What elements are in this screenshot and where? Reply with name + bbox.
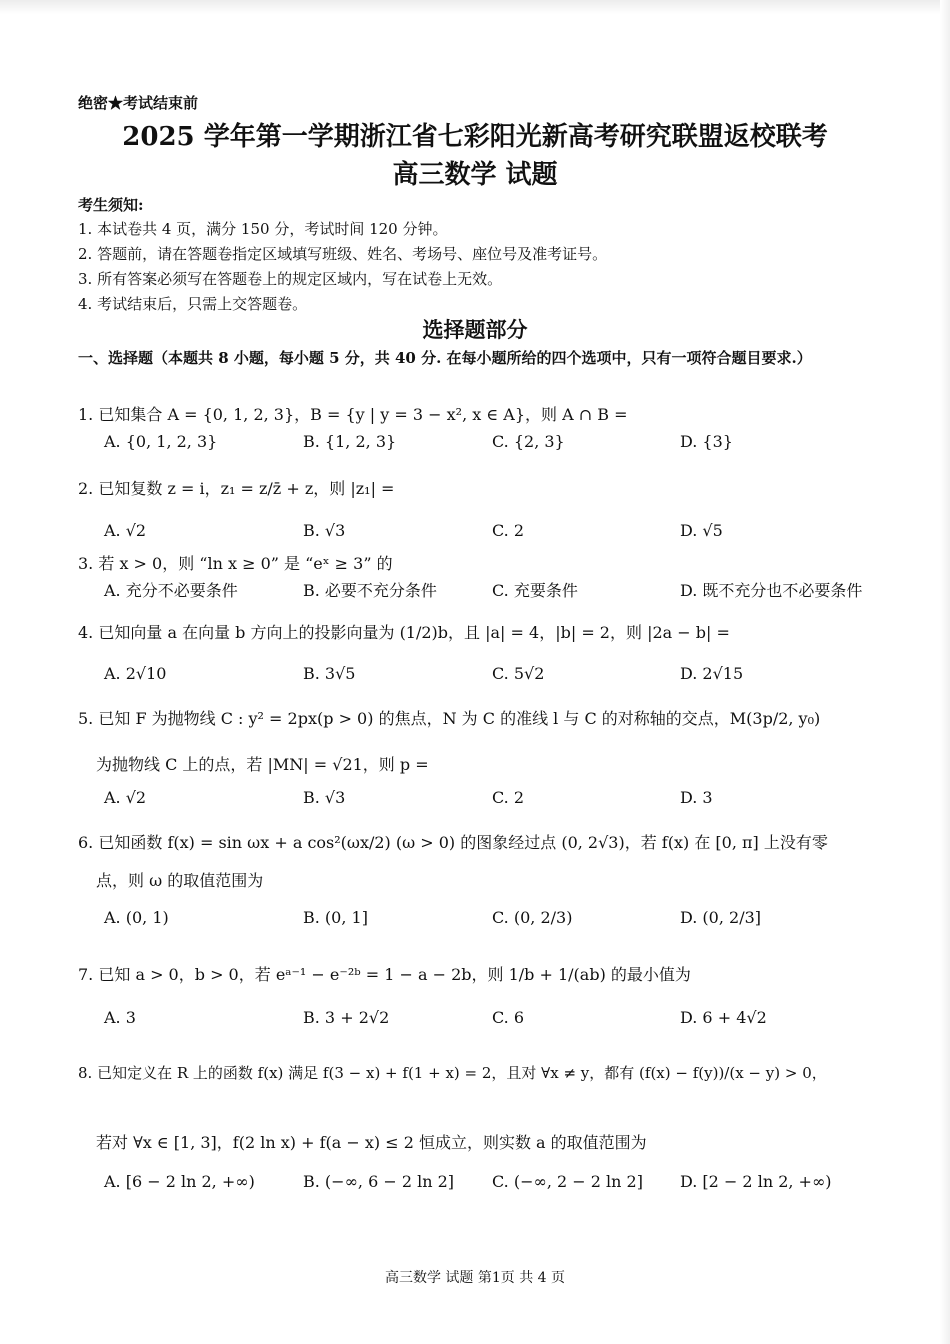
exam-subtitle: 高三数学 试题: [392, 160, 558, 190]
question-1-option-a: A. {0, 1, 2, 3}: [104, 432, 218, 451]
question-6-option-c: C. (0, 2/3): [492, 908, 573, 927]
question-1-option-b: B. {1, 2, 3}: [303, 432, 397, 451]
question-8-option-a: A. [6 − 2 ln 2, +∞): [104, 1172, 255, 1191]
confidential-mark: 绝密★考试结束前: [78, 94, 199, 112]
section-instruction: 一、选择题（本题共 8 小题，每小题 5 分，共 40 分. 在每小题所给的四个选项中，只有一项符合题目要求.）: [78, 349, 812, 367]
question-3-option-c: C. 充要条件: [492, 581, 578, 600]
notice-item: 3. 所有答案必须写在答题卷上的规定区域内，写在试卷上无效。: [78, 270, 503, 288]
question-5-option-b: B. √3: [303, 788, 346, 807]
question-6-option-d: D. (0, 2/3]: [680, 908, 762, 927]
notice-heading: 考生须知:: [78, 196, 144, 214]
exam-title: 2025 学年第一学期浙江省七彩阳光新高考研究联盟返校联考: [122, 122, 828, 152]
notice-item: 2. 答题前，请在答题卷指定区域填写班级、姓名、考场号、座位号及准考证号。: [78, 245, 608, 263]
question-7-option-d: D. 6 + 4√2: [680, 1008, 767, 1027]
question-8-stem-line-1: 8. 已知定义在 R 上的函数 f(x) 满足 f(3 − x) + f(1 + x) = 2，且对 ∀x ≠ y，都有 (f(x) − f(y))/(x − y) > 0，: [78, 1064, 827, 1082]
page-footer: 高三数学 试题 第1页 共 4 页: [384, 1270, 566, 1286]
question-4-option-c: C. 5√2: [492, 664, 545, 683]
question-6-stem-line-2: 点，则 ω 的取值范围为: [96, 871, 264, 890]
question-8-option-c: C. (−∞, 2 − 2 ln 2]: [492, 1172, 643, 1191]
question-2-option-b: B. √3: [303, 521, 346, 540]
question-5-stem-line-2: 为抛物线 C 上的点，若 |MN| = √21，则 p =: [96, 755, 429, 774]
question-4-stem: 4. 已知向量 a 在向量 b 方向上的投影向量为 (1/2)b，且 |a| = 4，|b| = 2，则 |2a − b| =: [78, 623, 730, 642]
question-6-option-b: B. (0, 1]: [303, 908, 368, 927]
scan-top-edge: [0, 0, 950, 14]
question-2-option-a: A. √2: [104, 521, 147, 540]
question-3-option-b: B. 必要不充分条件: [303, 581, 437, 600]
question-1-stem: 1. 已知集合 A = {0, 1, 2, 3}，B = {y | y = 3 − x², x ∈ A}，则 A ∩ B =: [78, 405, 628, 424]
question-6-stem-line-1: 6. 已知函数 f(x) = sin ωx + a cos²(ωx/2) (ω > 0) 的图象经过点 (0, 2√3)，若 f(x) 在 [0, π] 上没有零: [78, 833, 828, 852]
question-7-option-b: B. 3 + 2√2: [303, 1008, 390, 1027]
question-2-option-d: D. √5: [680, 521, 723, 540]
question-4-option-d: D. 2√15: [680, 664, 744, 683]
question-1-option-c: C. {2, 3}: [492, 432, 565, 451]
question-7-stem: 7. 已知 a > 0，b > 0，若 eᵃ⁻¹ − e⁻²ᵇ = 1 − a − 2b，则 1/b + 1/(ab) 的最小值为: [78, 965, 691, 984]
question-5-option-d: D. 3: [680, 788, 713, 807]
question-3-option-a: A. 充分不必要条件: [104, 581, 238, 600]
question-8-stem-line-2: 若对 ∀x ∈ [1, 3]，f(2 ln x) + f(a − x) ≤ 2 恒成立，则实数 a 的取值范围为: [96, 1133, 647, 1152]
notice-item: 1. 本试卷共 4 页，满分 150 分，考试时间 120 分钟。: [78, 220, 448, 238]
question-5-option-a: A. √2: [104, 788, 147, 807]
question-1-option-d: D. {3}: [680, 432, 733, 451]
question-8-option-d: D. [2 − 2 ln 2, +∞): [680, 1172, 832, 1191]
question-5-stem-line-1: 5. 已知 F 为抛物线 C : y² = 2px(p > 0) 的焦点，N 为 C 的准线 l 与 C 的对称轴的交点，M(3p/2, y₀): [78, 709, 821, 728]
question-7-option-a: A. 3: [104, 1008, 136, 1027]
question-5-option-c: C. 2: [492, 788, 525, 807]
question-7-option-c: C. 6: [492, 1008, 525, 1027]
question-3-option-d: D. 既不充分也不必要条件: [680, 581, 863, 600]
question-3-stem: 3. 若 x > 0，则 “ln x ≥ 0” 是 “eˣ ≥ 3” 的: [78, 554, 393, 573]
question-2-stem: 2. 已知复数 z = i，z₁ = z/z̄ + z，则 |z₁| =: [78, 479, 395, 498]
question-4-option-a: A. 2√10: [104, 664, 167, 683]
question-4-option-b: B. 3√5: [303, 664, 356, 683]
question-2-option-c: C. 2: [492, 521, 525, 540]
question-8-option-b: B. (−∞, 6 − 2 ln 2]: [303, 1172, 455, 1191]
section-title: 选择题部分: [422, 317, 528, 342]
scan-right-edge: [940, 0, 950, 1344]
question-6-option-a: A. (0, 1): [104, 908, 169, 927]
notice-item: 4. 考试结束后，只需上交答题卷。: [78, 295, 308, 313]
